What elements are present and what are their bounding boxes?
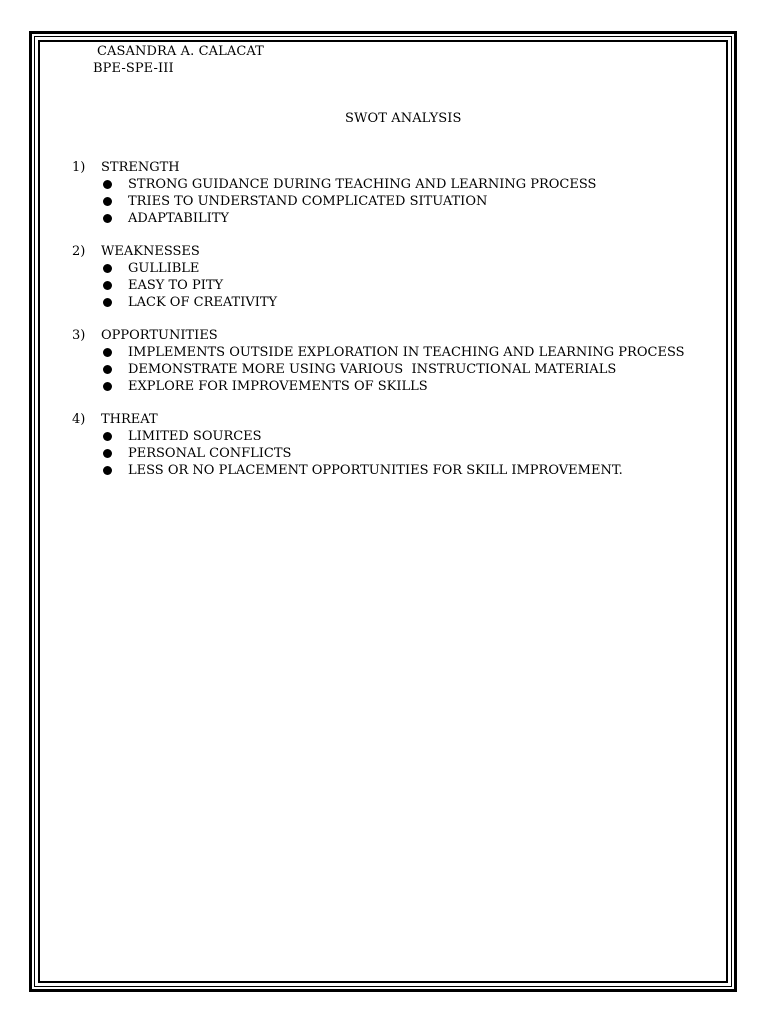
- section-label: THREAT: [101, 412, 158, 427]
- bullet-icon: [103, 281, 112, 290]
- list-item-text: EXPLORE FOR IMPROVEMENTS OF SKILLS: [128, 379, 428, 394]
- bullet-icon: [103, 298, 112, 307]
- section-number: 3): [72, 328, 86, 343]
- section-number: 2): [72, 244, 86, 259]
- bullet-icon: [103, 365, 112, 374]
- section-label: STRENGTH: [101, 160, 180, 175]
- section-number: 4): [72, 412, 86, 427]
- list-item-text: STRONG GUIDANCE DURING TEACHING AND LEARNING PROCESS: [128, 177, 597, 192]
- bullet-icon: [103, 180, 112, 189]
- bullet-icon: [103, 264, 112, 273]
- bullet-icon: [103, 449, 112, 458]
- list-item-text: LESS OR NO PLACEMENT OPPORTUNITIES FOR SKILL IMPROVEMENT.: [128, 463, 623, 478]
- list-item-text: TRIES TO UNDERSTAND COMPLICATED SITUATION: [128, 194, 488, 209]
- bullet-icon: [103, 348, 112, 357]
- list-item-text: LACK OF CREATIVITY: [128, 295, 278, 310]
- section-label: OPPORTUNITIES: [101, 328, 218, 343]
- section-label: WEAKNESSES: [101, 244, 200, 259]
- author-course: BPE-SPE-III: [93, 61, 174, 76]
- list-item-text: GULLIBLE: [128, 261, 200, 276]
- author-name: CASANDRA A. CALACAT: [97, 44, 264, 59]
- document-title: SWOT ANALYSIS: [345, 111, 462, 126]
- bullet-icon: [103, 432, 112, 441]
- list-item-text: ADAPTABILITY: [128, 211, 230, 226]
- list-item-text: LIMITED SOURCES: [128, 429, 262, 444]
- bullet-icon: [103, 214, 112, 223]
- bullet-icon: [103, 466, 112, 475]
- list-item-text: PERSONAL CONFLICTS: [128, 446, 292, 461]
- list-item-text: DEMONSTRATE MORE USING VARIOUS INSTRUCTIONAL MATERIALS: [128, 362, 617, 377]
- bullet-icon: [103, 197, 112, 206]
- list-item-text: IMPLEMENTS OUTSIDE EXPLORATION IN TEACHING AND LEARNING PROCESS: [128, 345, 685, 360]
- bullet-icon: [103, 382, 112, 391]
- list-item-text: EASY TO PITY: [128, 278, 224, 293]
- section-number: 1): [72, 160, 86, 175]
